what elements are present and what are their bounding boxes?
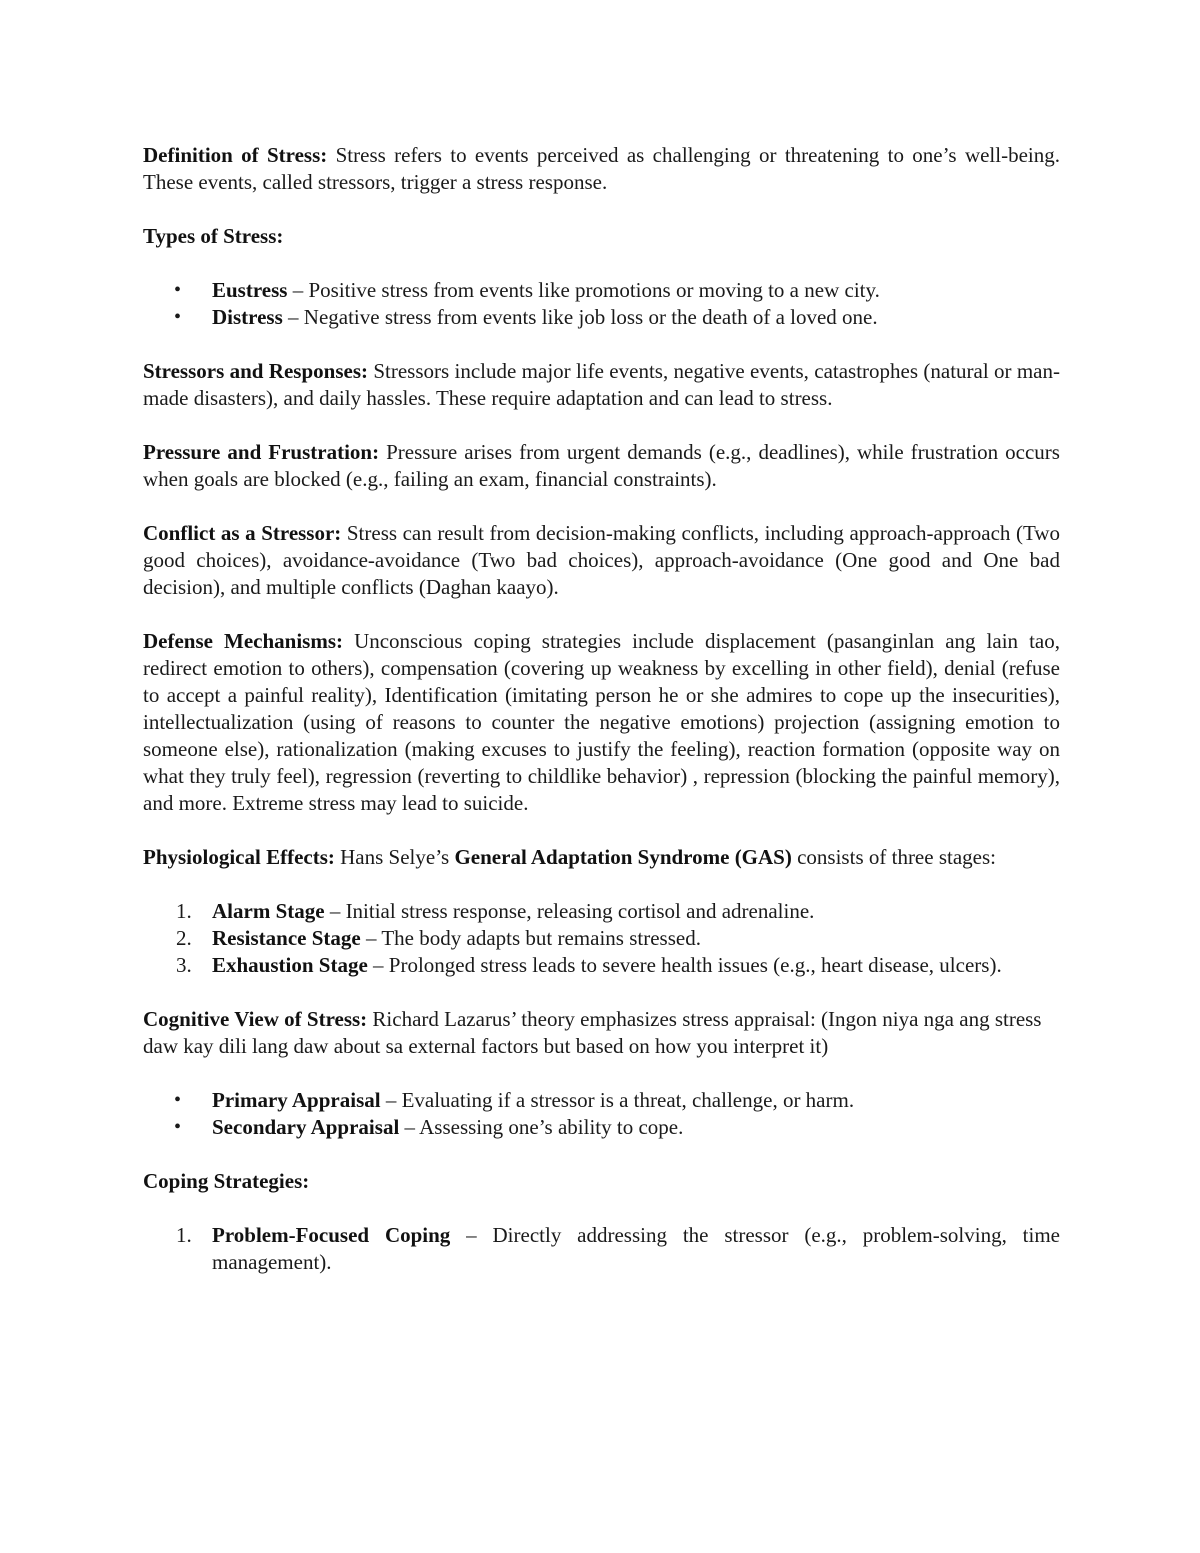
appraisal-list	[143, 1087, 1060, 1141]
list-item-text: – Directly addressing the stressor (e.g., problem-solving, time management).	[212, 1223, 1061, 1274]
document-page	[143, 142, 1060, 1303]
physiological-paragraph	[143, 844, 1060, 871]
conflict-paragraph	[143, 520, 1060, 601]
stressors-label: Stressors and Responses:	[143, 359, 368, 383]
coping-heading-paragraph	[143, 1168, 1060, 1195]
stressors-text: Stressors include major life events, negative events, catastrophes (natural or man-made disasters), and daily hassles. These require adaptation and can lead to stress.	[143, 359, 1060, 410]
cognitive-label: Cognitive View of Stress:	[143, 1007, 368, 1031]
physiological-label: Physiological Effects:	[143, 845, 335, 869]
list-item-term: Secondary Appraisal	[212, 1115, 400, 1139]
gas-stages-list	[143, 898, 1060, 979]
coping-heading: Coping Strategies:	[143, 1169, 310, 1193]
gas-term: General Adaptation Syndrome (GAS)	[454, 845, 792, 869]
physiological-text-after: consists of three stages:	[791, 845, 996, 869]
pressure-text: Pressure arises from urgent demands (e.g., deadlines), while frustration occurs when goals are blocked (e.g., failing an exam, financial constraints).	[143, 440, 1060, 491]
list-item-text: – The body adapts but remains stressed.	[360, 926, 701, 950]
coping-list	[143, 1222, 1060, 1276]
list-item-text: – Assessing one’s ability to cope.	[399, 1115, 684, 1139]
list-item	[143, 1114, 1060, 1141]
defense-label: Defense Mechanisms:	[143, 629, 344, 653]
list-item-term: Problem-Focused Coping	[212, 1223, 451, 1247]
bullet-icon: •	[174, 306, 182, 328]
list-item	[143, 277, 1060, 304]
list-item-term: Alarm Stage	[212, 899, 325, 923]
list-item	[143, 925, 1060, 952]
stressors-paragraph	[143, 358, 1060, 412]
definition-paragraph	[143, 142, 1060, 196]
types-heading: Types of Stress:	[143, 224, 284, 248]
list-item-term: Resistance Stage	[212, 926, 361, 950]
conflict-label: Conflict as a Stressor:	[143, 521, 342, 545]
bullet-icon: •	[174, 1089, 182, 1111]
list-item-text: – Evaluating if a stressor is a threat, challenge, or harm.	[380, 1088, 855, 1112]
list-item-text: – Initial stress response, releasing cortisol and adrenaline.	[324, 899, 815, 923]
bullet-icon: •	[174, 1116, 182, 1138]
list-item	[143, 304, 1060, 331]
list-item-term: Distress	[212, 305, 283, 329]
list-number: 3.	[176, 953, 192, 977]
types-list	[143, 277, 1060, 331]
list-item	[143, 952, 1060, 979]
cognitive-text: Richard Lazarus’ theory emphasizes stress appraisal: (Ingon niya nga ang stress daw kay dili lang daw about sa external factors but based on how you interpret it)	[143, 1007, 1042, 1058]
physiological-text-before: Hans Selye’s	[334, 845, 455, 869]
definition-label: Definition of Stress:	[143, 143, 328, 167]
list-item	[143, 1222, 1060, 1276]
list-item-text: – Prolonged stress leads to severe health issues (e.g., heart disease, ulcers).	[367, 953, 1002, 977]
list-number: 1.	[176, 899, 192, 923]
bullet-icon: •	[174, 279, 182, 301]
defense-text: Unconscious coping strategies include displacement (pasanginlan ang lain tao, redirect emotion to others), compensation (covering up weakness by excelling in other field), denial (refuse to accept a painful reality), Identification (imitating person he or she admires to cope up the insecurities), intellectualization (using of reasons to counter the negative emotions) projection (assigning emotion to someone else), rationalization (making excuses to justify the feeling), reaction formation (opposite way on what they truly feel), regression (reverting to childlike behavior) , repression (blocking the painful memory), and more. Extreme stress may lead to suicide.	[143, 629, 1060, 815]
definition-text: Stress refers to events perceived as challenging or threatening to one’s well-being. These events, called stressors, trigger a stress response.	[143, 143, 1060, 194]
conflict-text: Stress can result from decision-making conflicts, including approach-approach (Two good choices), avoidance-avoidance (Two bad choices), approach-avoidance (One good and One bad decision), and multiple conflicts (Daghan kaayo).	[143, 521, 1060, 599]
list-item-term: Eustress	[212, 278, 288, 302]
list-item	[143, 1087, 1060, 1114]
list-item-text: – Positive stress from events like promotions or moving to a new city.	[287, 278, 880, 302]
list-number: 1.	[176, 1223, 192, 1247]
list-item	[143, 898, 1060, 925]
cognitive-paragraph	[143, 1006, 1060, 1060]
list-item-term: Exhaustion Stage	[212, 953, 368, 977]
defense-paragraph	[143, 628, 1060, 817]
list-item-term: Primary Appraisal	[212, 1088, 381, 1112]
pressure-label: Pressure and Frustration:	[143, 440, 380, 464]
types-heading-paragraph	[143, 223, 1060, 250]
list-item-text: – Negative stress from events like job loss or the death of a loved one.	[282, 305, 878, 329]
pressure-paragraph	[143, 439, 1060, 493]
list-number: 2.	[176, 926, 192, 950]
